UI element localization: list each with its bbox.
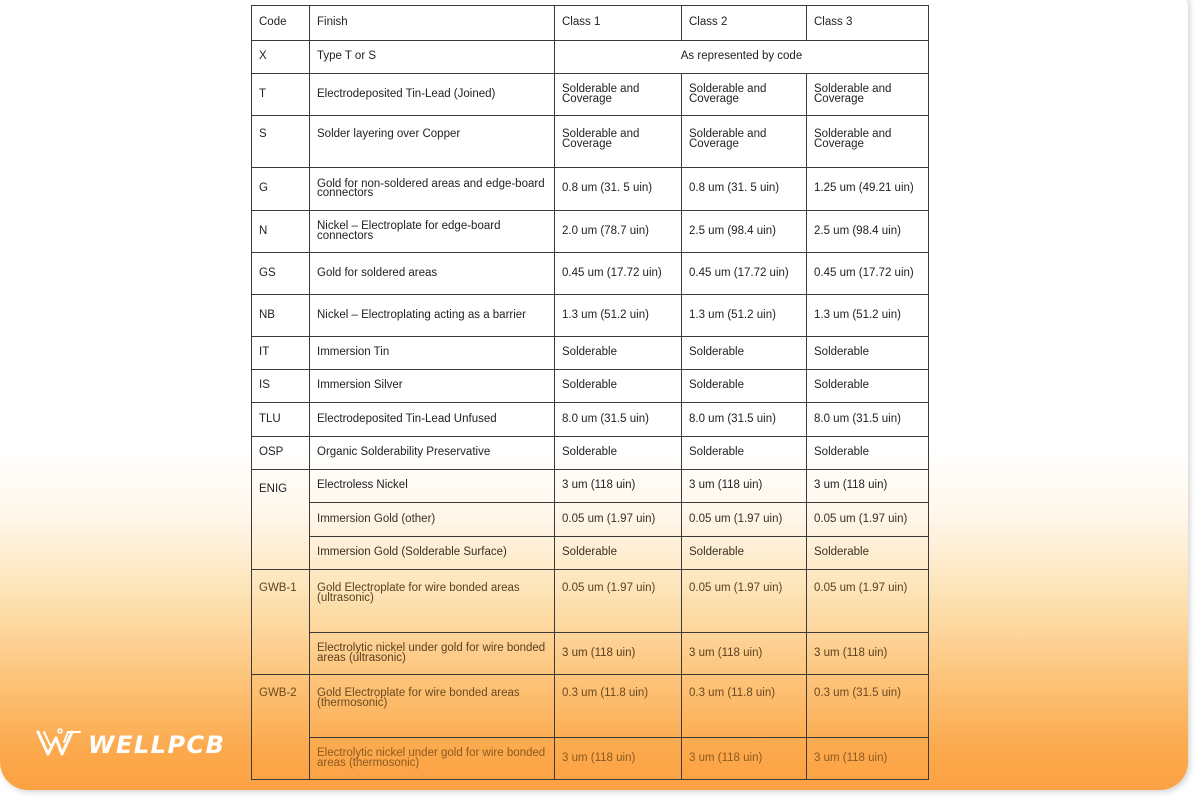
cell-class-1: 3 um (118 uin) [555,738,682,780]
cell-class-3: 8.0 um (31.5 uin) [807,403,929,437]
cell-class-2: Solderable [682,370,807,403]
cell-class-1: Solderable [555,370,682,403]
cell-class-1: 0.05 um (1.97 uin) [555,570,682,633]
cell-finish: Type T or S [310,41,555,74]
table-row [252,738,929,780]
table-row [252,633,929,675]
cell-code: ENIG [252,470,310,570]
cell-code: T [252,74,310,116]
cell-class-2: 1.3 um (51.2 uin) [682,295,807,337]
cell-code: IT [252,337,310,370]
cell-class-1: 3 um (118 uin) [555,470,682,503]
cell-class-2: 3 um (118 uin) [682,738,807,780]
cell-code: OSP [252,437,310,470]
cell-finish: Organic Solderability Preservative [310,437,555,470]
cell-class-1: 0.8 um (31. 5 uin) [555,168,682,211]
cell-class-2: 0.05 um (1.97 uin) [682,570,807,633]
table-row [252,470,929,503]
cell-class-3: Solderable [807,537,929,570]
table-row [252,570,929,633]
cell-class-1: 8.0 um (31.5 uin) [555,403,682,437]
table-row [252,168,929,211]
table-header-row [252,6,929,41]
wellpcb-logo [36,728,225,762]
cell-code: X [252,41,310,74]
cell-class-2: 2.5 um (98.4 uin) [682,211,807,253]
cell-finish: Electrolytic nickel under gold for wire bonded areas (thermosonic) [310,738,555,780]
table-row [252,116,929,168]
cell-class-1: Solderable and Coverage [555,116,682,168]
table-row [252,675,929,738]
cell-class-2: Solderable and Coverage [682,74,807,116]
cell-class-1: 0.05 um (1.97 uin) [555,503,682,537]
cell-code: TLU [252,403,310,437]
cell-class-3: 3 um (118 uin) [807,633,929,675]
cell-class-2: 3 um (118 uin) [682,633,807,675]
cell-finish: Solder layering over Copper [310,116,555,168]
cell-code: G [252,168,310,211]
cell-class-2: 3 um (118 uin) [682,470,807,503]
cell-code: GWB-2 [252,675,310,780]
cell-finish: Gold Electroplate for wire bonded areas (thermosonic) [310,675,555,738]
cell-class-3: 0.05 um (1.97 uin) [807,503,929,537]
header-class-1: Class 1 [555,6,682,41]
cell-class-1: Solderable [555,337,682,370]
cell-class-3: 0.45 um (17.72 uin) [807,253,929,295]
cell-code: GS [252,253,310,295]
table-row [252,337,929,370]
cell-finish: Nickel – Electroplating acting as a barrier [310,295,555,337]
cell-class-1: 0.3 um (11.8 uin) [555,675,682,738]
cell-finish: Gold Electroplate for wire bonded areas (ultrasonic) [310,570,555,633]
cell-class-1: 2.0 um (78.7 uin) [555,211,682,253]
header-class-2: Class 2 [682,6,807,41]
cell-class-3: Solderable [807,437,929,470]
header-class-3: Class 3 [807,6,929,41]
cell-code: N [252,211,310,253]
table-row [252,253,929,295]
cell-class-3: 3 um (118 uin) [807,738,929,780]
cell-finish: Immersion Tin [310,337,555,370]
cell-class-1: 1.3 um (51.2 uin) [555,295,682,337]
header-code: Code [252,6,310,41]
cell-class-1: Solderable [555,437,682,470]
table-row [252,295,929,337]
cell-code: S [252,116,310,168]
cell-class-3: 3 um (118 uin) [807,470,929,503]
table-row [252,41,929,74]
table-row [252,370,929,403]
cell-class-2: 0.05 um (1.97 uin) [682,503,807,537]
cell-class-3: Solderable [807,337,929,370]
table-row [252,403,929,437]
cell-finish: Electroless Nickel [310,470,555,503]
cell-finish: Gold for soldered areas [310,253,555,295]
cell-finish: Electrolytic nickel under gold for wire bonded areas (ultrasonic) [310,633,555,675]
cell-code: IS [252,370,310,403]
cell-span-all: As represented by code [555,41,929,74]
cell-class-1: Solderable and Coverage [555,74,682,116]
cell-class-2: Solderable and Coverage [682,116,807,168]
table-row [252,503,929,537]
cell-class-1: 0.45 um (17.72 uin) [555,253,682,295]
cell-class-2: 0.3 um (11.8 uin) [682,675,807,738]
cell-class-3: 1.25 um (49.21 uin) [807,168,929,211]
cell-finish: Gold for non-soldered areas and edge-board connectors [310,168,555,211]
cell-code: GWB-1 [252,570,310,675]
wellpcb-w-logo-icon [36,728,82,763]
cell-finish: Immersion Gold (Solderable Surface) [310,537,555,570]
cell-finish: Electrodeposited Tin-Lead Unfused [310,403,555,437]
table-row [252,74,929,116]
cell-class-3: 1.3 um (51.2 uin) [807,295,929,337]
cell-class-3: 0.05 um (1.97 uin) [807,570,929,633]
cell-class-2: Solderable [682,337,807,370]
cell-class-1: 3 um (118 uin) [555,633,682,675]
cell-class-3: 2.5 um (98.4 uin) [807,211,929,253]
cell-class-1: Solderable [555,537,682,570]
cell-class-2: Solderable [682,437,807,470]
table-row [252,211,929,253]
brand-name: WELLPCB [88,731,226,759]
cell-class-2: 8.0 um (31.5 uin) [682,403,807,437]
cell-class-3: Solderable and Coverage [807,74,929,116]
cell-class-3: Solderable and Coverage [807,116,929,168]
table-row [252,437,929,470]
surface-finish-table [251,5,929,780]
cell-class-2: 0.8 um (31. 5 uin) [682,168,807,211]
cell-class-3: Solderable [807,370,929,403]
table-row [252,537,929,570]
cell-code: NB [252,295,310,337]
cell-class-3: 0.3 um (31.5 uin) [807,675,929,738]
cell-finish: Electrodeposited Tin-Lead (Joined) [310,74,555,116]
header-finish: Finish [310,6,555,41]
cell-finish: Immersion Gold (other) [310,503,555,537]
cell-finish: Immersion Silver [310,370,555,403]
cell-finish: Nickel – Electroplate for edge-board connectors [310,211,555,253]
cell-class-2: 0.45 um (17.72 uin) [682,253,807,295]
cell-class-2: Solderable [682,537,807,570]
